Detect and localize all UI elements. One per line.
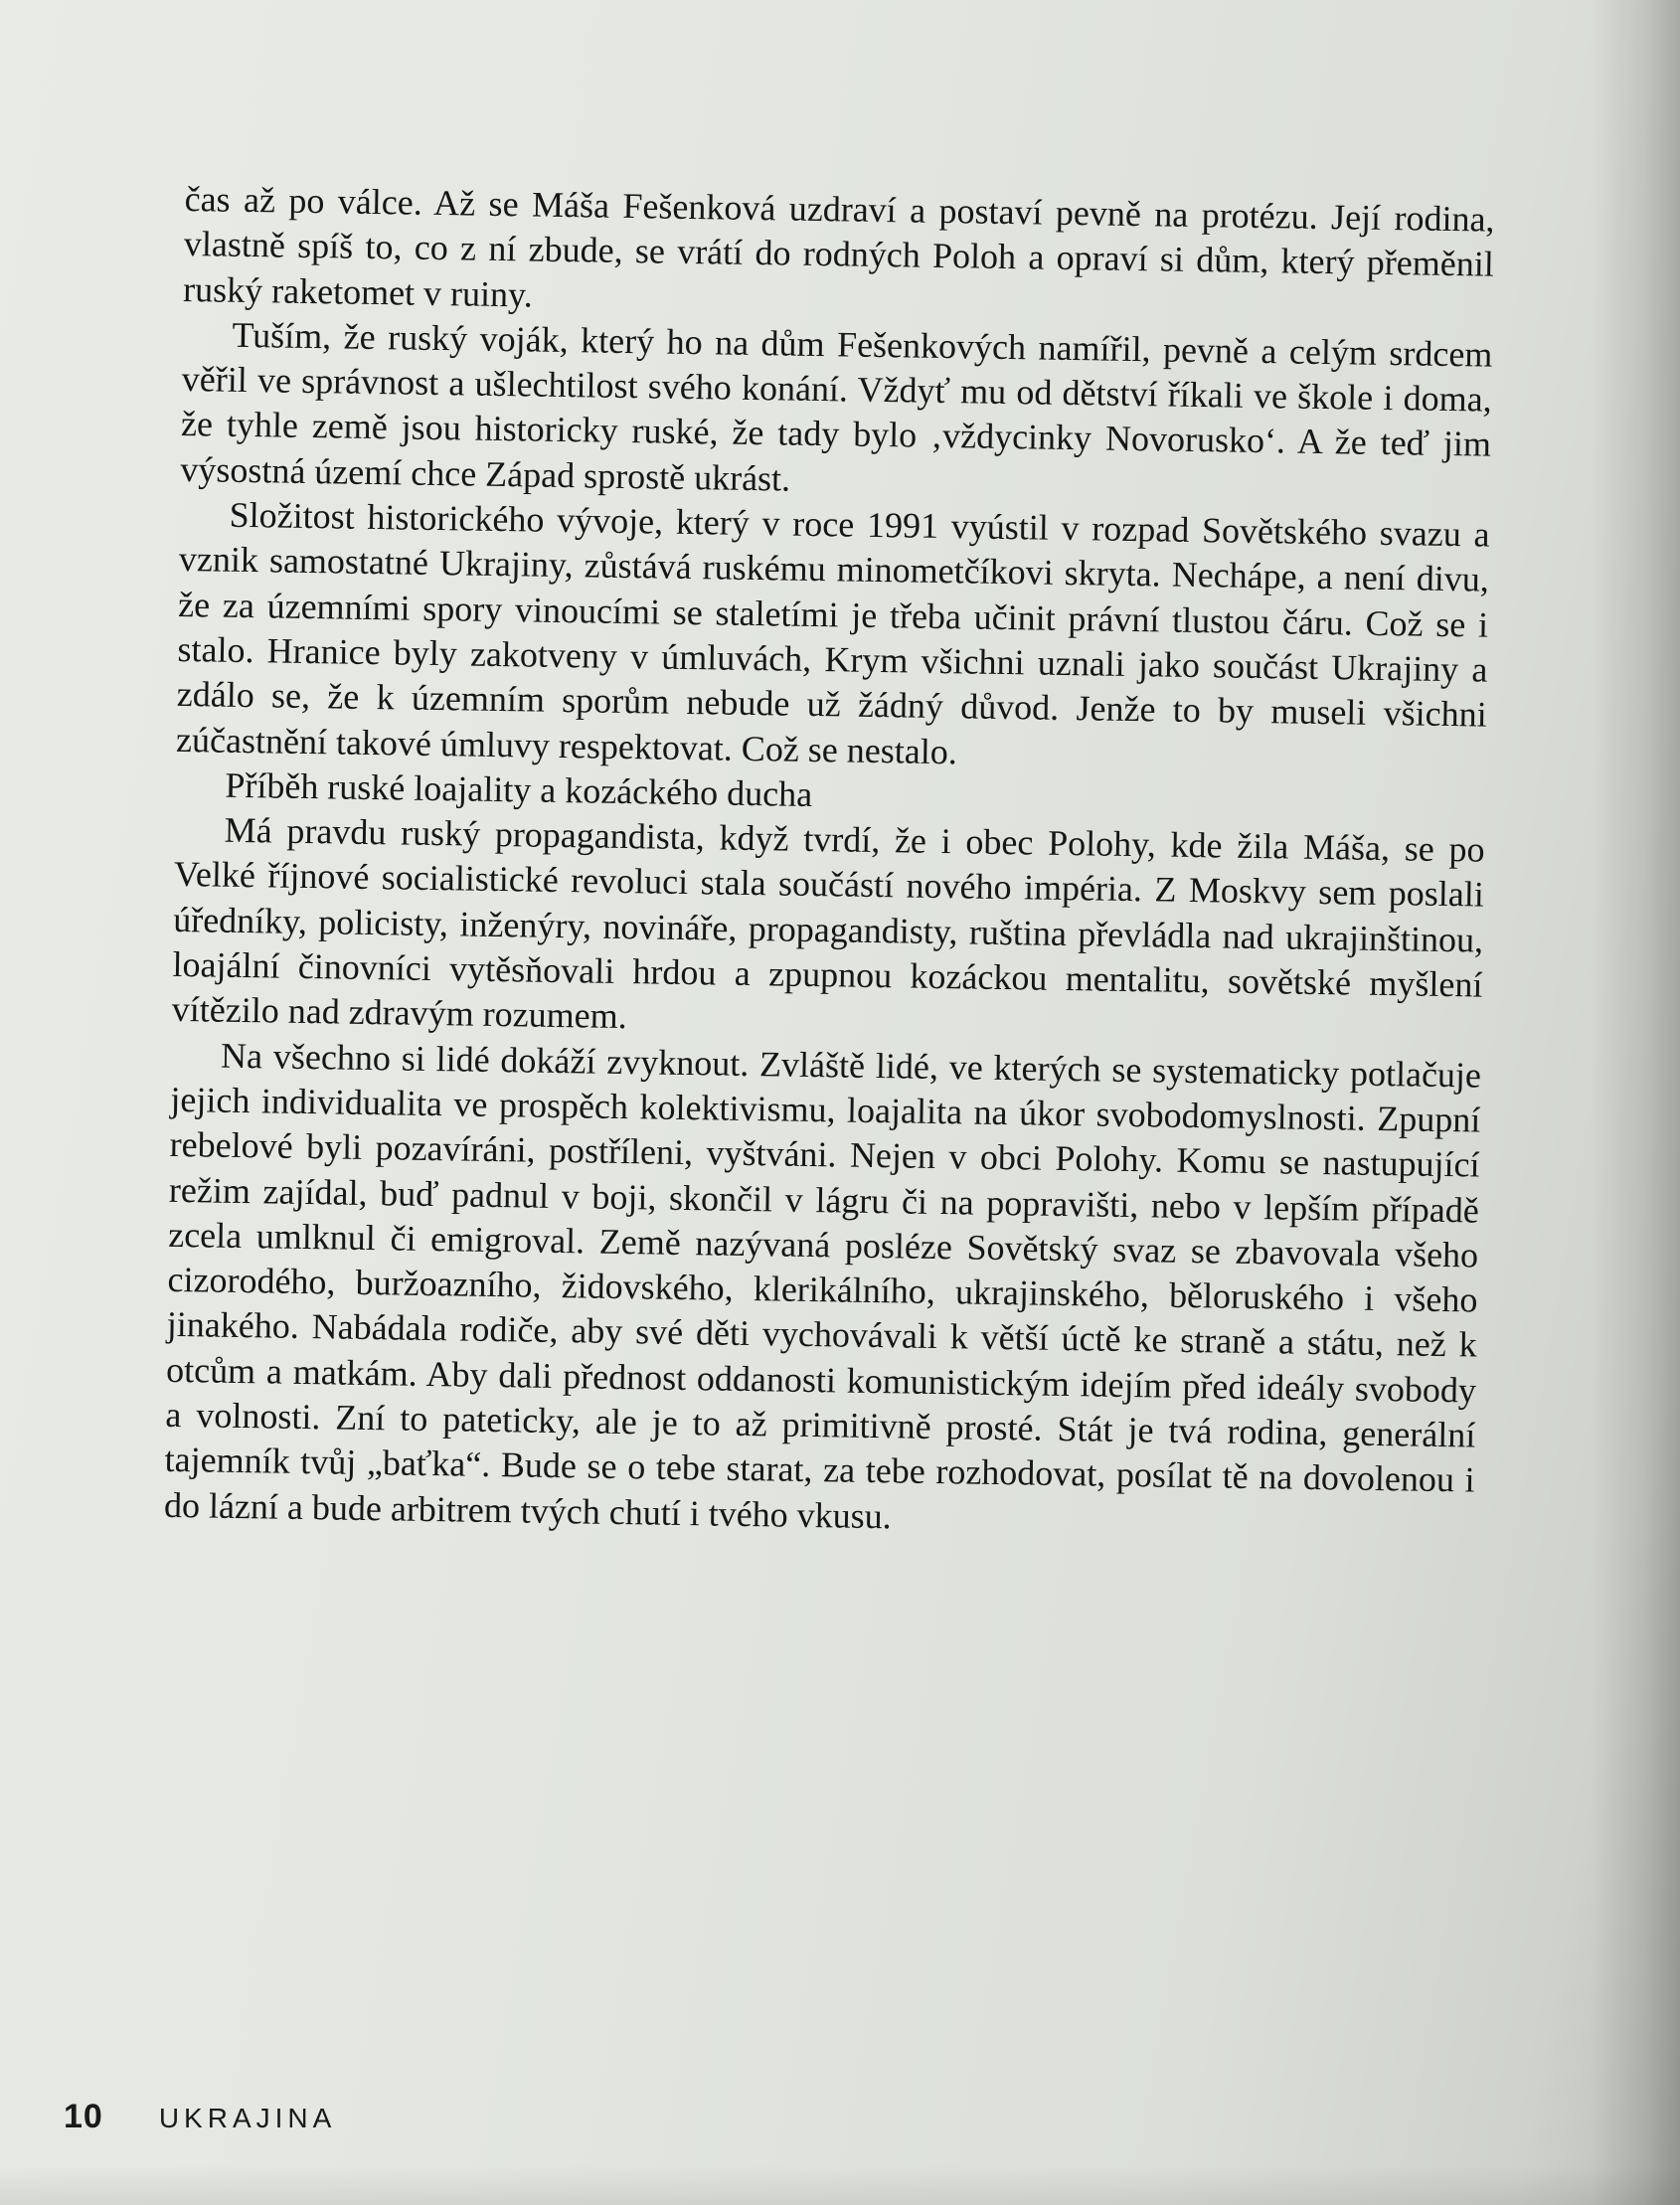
page-bottom-shadow [0, 2165, 1680, 2205]
page-footer [64, 2098, 336, 2147]
paragraph-1: čas až po válce. Až se Máša Fešenková uzdraví a postaví pevně na protézu. Její rodina, vlastně spíš to, co z ní zbude, se vrátí do rodných Poloh a opraví si dům, který přeměnil ruský raketomet v ruiny. [182, 178, 1495, 315]
paragraph-4: Má pravdu ruský propagandista, když tvrdí, že i obec Polohy, kde žila Máša, se po Velké říjnové socialistické revoluci stala součástí nového impéria. Z Moskvy sem poslali úředníky, policisty, inženýry, novináře, propagandisty, ruština převládla nad ukrajinštinou, loajální činovníci vytěsňovali hrdou a zpupnou kozáckou mentalitu, sovětské myšlení vítězilo nad zdravým rozumem. [171, 809, 1485, 1037]
page-number: 10 [64, 2098, 103, 2135]
body-text [164, 177, 1495, 1548]
paragraph-3: Složitost historického vývoje, který v roce 1991 vyústil v rozpad Sovětského svazu a vznik samostatné Ukrajiny, zůstává ruskému minometčíkovi skryta. Nechápe, a není divu, že za územními spory vinoucími se staletími je třeba učinit právní tlustou čáru. Což se i stalo. Hranice byly zakotveny v úmluvách, Krym všichni uznali jako součást Ukrajiny a zdálo se, že k územním sporům nebude už žádný důvod. Jenže to by museli všichni zúčastnění takové úmluvy respektovat. Což se nestalo. [175, 494, 1490, 771]
paragraph-2: Tuším, že ruský voják, který ho na dům Fešenkových namířil, pevně a celým srdcem věřil ve správnost a ušlechtilost svého konání. Vždyť mu od dětství říkali ve škole i doma, že tyhle země jsou historicky ruské, že tady bylo ‚vždycinky Novorusko‘. A že teď jim výsostná území chce Západ sprostě ukrást. [180, 314, 1493, 499]
running-title: UKRAJINA [158, 2103, 337, 2133]
paragraph-5: Na všechno si lidé dokáží zvyknout. Zvláště lidé, ve kterých se systematicky potlačuje jejich individualita ve prospěch kolektivismu, loajalita na úkor svobodomyslnosti. Zpupní rebelové byli pozavíráni, postříleni, vyštváni. Nejen v obci Polohy. Komu se nastupující režim zajídal, buď padnul v boji, skončil v lágru či na popravišti, nebo v lepším případě zcela umlknul či emigroval. Země nazývaná posléze Sovětský svaz se zbavovala všeho cizorodého, buržoazního, židovského, klerikálního, ukrajinského, běloruského i všeho jinakého. Nabádala rodiče, aby své děti vychovávali k větší úctě ke straně a státu, než k otcům a matkám. Aby dali přednost oddanosti komunistickým idejím před ideály svobody a volnosti. Zní to pateticky, ale je to až primitivně prosté. Stát je tvá rodina, generální tajemník tvůj „baťka“. Bude se o tebe starat, za tebe rozhodovat, posílat tě na dovolenou i do lázní a bude arbitrem tvých chutí i tvého vkusu. [163, 1035, 1482, 1536]
page-edge-shadow [1591, 0, 1680, 2205]
section-heading: Příběh ruské loajality a kozáckého ducha [225, 764, 813, 814]
